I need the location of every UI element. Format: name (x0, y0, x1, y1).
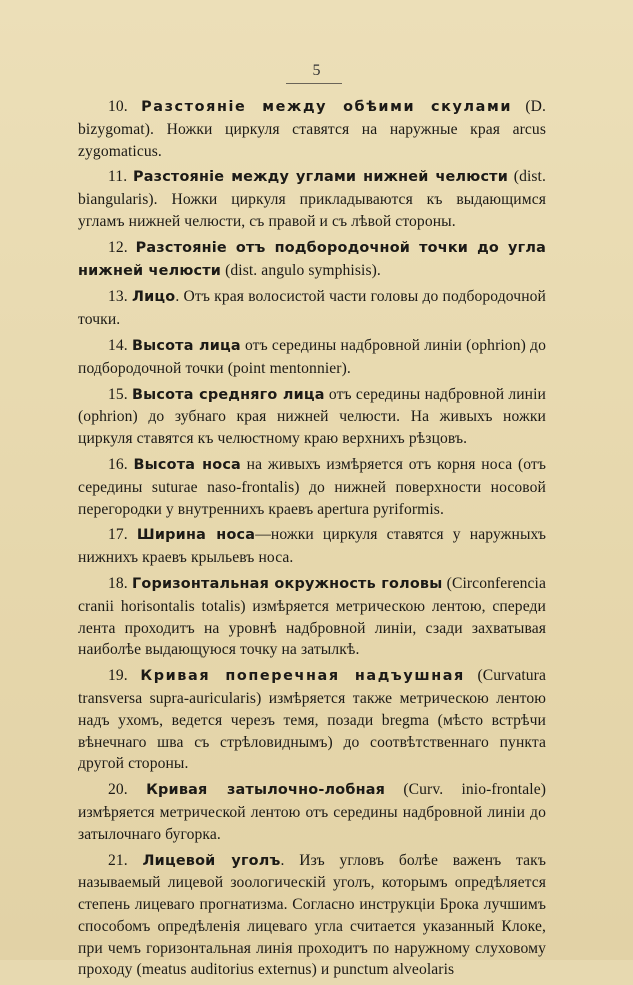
item-number: 16. (108, 455, 128, 473)
item-heading: Высота средняго лица (132, 386, 325, 403)
paragraph-20 (78, 779, 546, 845)
body-text (78, 96, 546, 985)
item-number: 18. (108, 574, 128, 592)
item-body: (D. bizygomat). Ножки циркуля ставятся на наружные края arcus zygomaticus. (78, 98, 546, 160)
item-body: (dist. biangularis). Ножки циркуля прикладываются къ выдающимся угламъ нижней челюсти, съ правой и съ лѣвой стороны. (78, 168, 546, 230)
item-body: . Изъ угловъ болѣе важенъ такъ называемый лицевой зоологическій уголъ, которымъ опредѣляется степень лицеваго прогнатизма. Согласно инструкціи Брока лучшимъ способомъ опредѣленія лицеваго угла считается указанный Клоке, при чемъ горизонтальная линія проходитъ по наружному слуховому проходу (meatus auditorius externus) и punctum alveolaris (78, 851, 546, 979)
item-heading: Кривая поперечная надъушная (140, 668, 465, 685)
paragraph-17 (78, 524, 546, 569)
item-heading: Ширина носа (136, 527, 256, 544)
item-body: отъ середины надбровной линіи (ophrion) до подбородочной точки (point mentonnier). (78, 336, 546, 377)
item-body: отъ середины надбровной линіи (ophrion) до зубнаго края нижней челюсти. На живыхъ ножки циркуля ставятся къ челюстному краю верхнихъ рѣзцовъ. (78, 385, 547, 448)
item-heading: Высота носа (133, 456, 241, 473)
item-body: (dist. angulo symphisis). (221, 261, 381, 279)
item-number: 17. (108, 526, 128, 544)
item-body: на живыхъ измѣряется отъ корня носа (отъ середины suturae naso-frontalis) до нижней поверхности носовой перегородки у внутреннихъ краевъ apertura pyriformis. (78, 455, 547, 518)
item-number: 11. (108, 168, 128, 186)
paragraph-11 (78, 166, 546, 232)
item-body: (Curv. inio-frontale) измѣряется метрической лентою отъ середины надбровной линіи до затылочнаго бугорка. (78, 781, 547, 843)
paragraph-13 (78, 286, 546, 331)
item-body: (Curvatura transversa supra-auricularis) измѣряется также метрическою лентою надъ ухомъ, ведется черезъ темя, позади bregma (мѣсто встрѣчи вѣнечнаго шва съ стрѣловиднымъ) до соотвѣтственнаго пункта другой стороны. (78, 667, 547, 773)
item-body: —ножки циркуля ставятся у наружныхъ нижнихъ краевъ крыльевъ носа. (78, 526, 547, 567)
item-heading: Лицо (131, 289, 176, 306)
item-heading: Разстояніе отъ подбородочной точки до угла нижней челюсти (78, 239, 546, 279)
item-number: 13. (108, 288, 128, 306)
paragraph-10 (78, 96, 546, 162)
item-body: . Отъ края волосистой части головы до подбородочной точки. (78, 288, 547, 329)
item-body: (Circonferencia cranii horisontalis totalis) измѣряется метрическою лентою, спереди лента проходитъ на уровнѣ надбровной линіи, сзади захватывая наиболѣе выдающуюся точку на затылкѣ. (78, 574, 546, 659)
item-number: 12. (108, 238, 128, 256)
item-number: 14. (108, 336, 128, 354)
paragraph-21 (78, 850, 546, 982)
paragraph-12 (78, 237, 546, 283)
item-heading: Кривая затылочно-лобная (146, 782, 386, 799)
item-heading: Лицевой уголъ (142, 852, 281, 869)
item-number: 10. (108, 98, 128, 115)
item-number: 15. (108, 385, 128, 403)
item-heading: Высота лица (131, 337, 241, 354)
paragraph-19 (78, 665, 546, 775)
paragraph-16 (78, 454, 546, 520)
paragraph-14 (78, 335, 546, 380)
item-heading: Горизонтальная окружность головы (132, 575, 443, 592)
item-heading: Разстояніе между обѣими скулами (141, 99, 513, 115)
paragraph-18 (78, 573, 546, 661)
page-number: 5 (312, 62, 321, 79)
item-heading: Разстояніе между углами нижней челюсти (132, 169, 509, 186)
item-number: 21. (108, 851, 128, 869)
item-number: 19. (108, 667, 128, 685)
paragraph-15 (78, 384, 546, 450)
item-number: 20. (108, 781, 128, 799)
header-rule (286, 83, 342, 84)
